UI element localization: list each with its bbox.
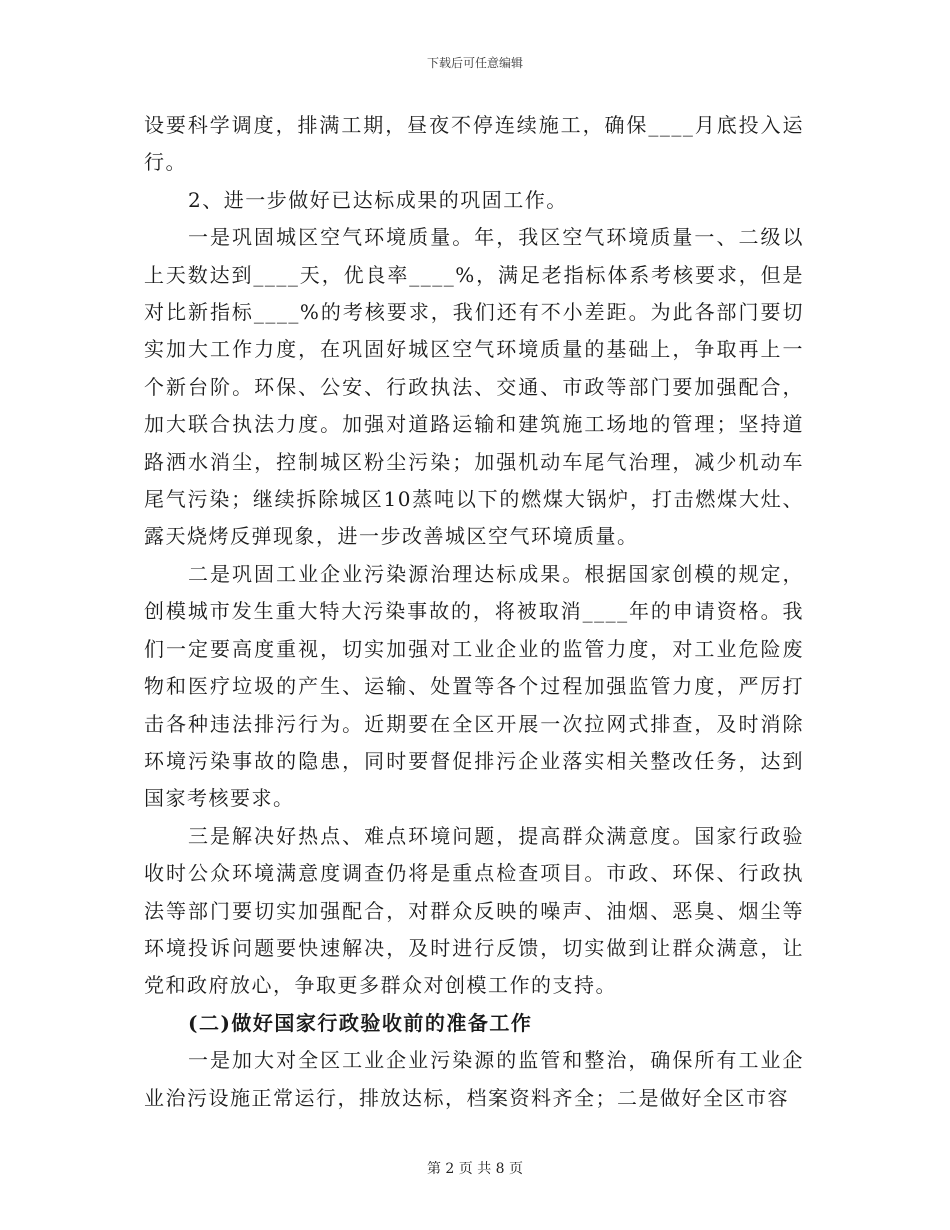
page-number: 第 2 页 共 8 页 (426, 1161, 524, 1177)
paragraph-industrial-pollution: 二是巩固工业企业污染源治理达标成果。根据国家创模的规定，创模城市发生重大特大污染事故的，将被取消____年的申请资格。我们一定要高度重视，切实加强对工业企业的监管力度，对工业危险废物和医疗垃圾的产生、运输、处置等各个过程加强监管力度，严厉打击各种违法排污行为。近期要在全区开展一次拉网式排查，及时消除环境污染事故的隐患，同时要督促排污企业落实相关整改任务，达到国家考核要求。 (144, 561, 804, 811)
paragraph-continuation: 设要科学调度，排满工期，昼夜不停连续施工，确保____月底投入运行。 (144, 113, 804, 175)
paragraph-hotspot-issues: 三是解决好热点、难点环境问题，提高群众满意度。国家行政验收时公众环境满意度调查仍将是重点检查项目。市政、环保、行政执法等部门要切实加强配合，对群众反映的噪声、油烟、恶臭、烟尘等环境投诉问题要快速解决，及时进行反馈，切实做到让群众满意，让党和政府放心，争取更多群众对创模工作的支持。 (144, 823, 804, 998)
paragraph-air-quality: 一是巩固城区空气环境质量。年，我区空气环境质量一、二级以上天数达到____天，优良率____%，满足老指标体系考核要求，但是对比新指标____%的考核要求，我们还有不小差距。为此各部门要切实加大工作力度，在巩固好城区空气环境质量的基础上，争取再上一个新台阶。环保、公安、行政执法、交通、市政等部门要加强配合，加大联合执法力度。加强对道路运输和建筑施工场地的管理；坚持道路洒水消尘，控制城区粉尘污染；加强机动车尾气治理，减少机动车尾气污染；继续拆除城区10蒸吨以下的燃煤大锅炉，打击燃煤大灶、露天烧烤反弹现象，进一步改善城区空气环境质量。 (144, 225, 804, 549)
section-heading-2: 2、进一步做好已达标成果的巩固工作。 (188, 187, 568, 212)
section-heading-preparation: (二)做好国家行政验收前的准备工作 (188, 1010, 533, 1035)
document-body (144, 107, 804, 1117)
paragraph-supervision: 一是加大对全区工业企业污染源的监管和整治，确保所有工业企业治污设施正常运行，排放达标，档案资料齐全；二是做好全区市容 (144, 1048, 804, 1110)
page-header: 下载后可任意编辑 (426, 56, 523, 70)
